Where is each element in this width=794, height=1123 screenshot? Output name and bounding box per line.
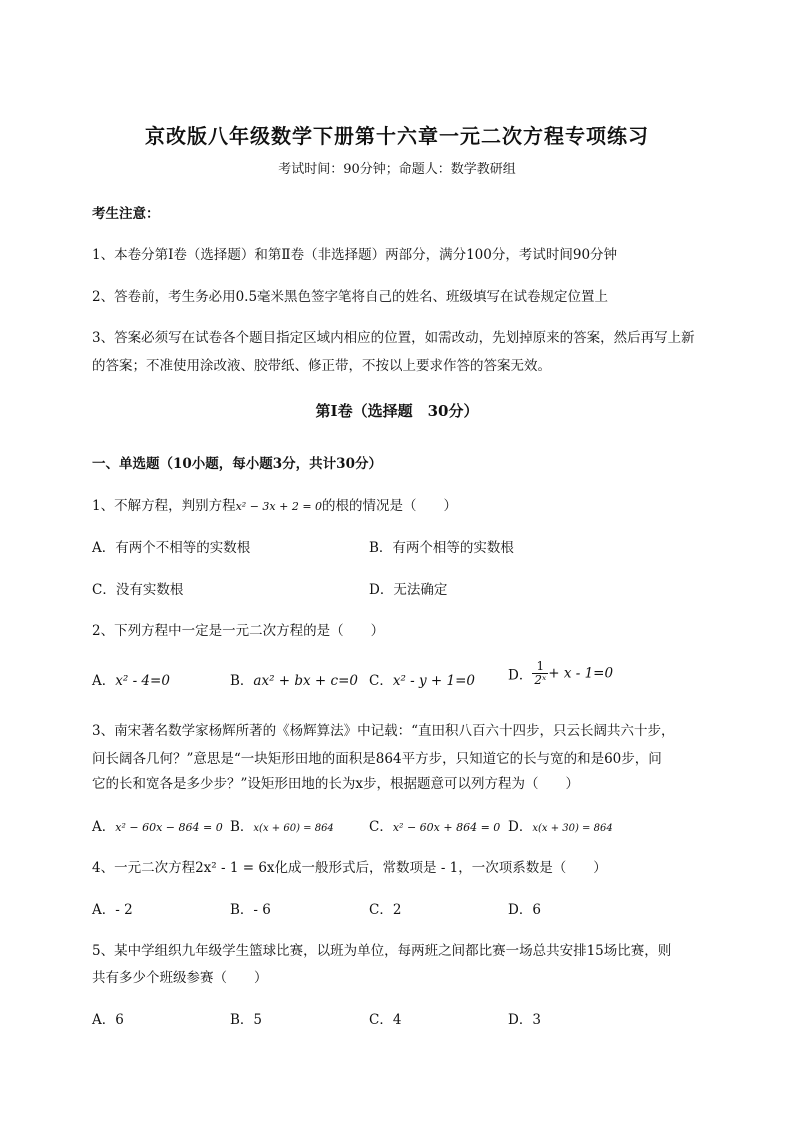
question-2: 2、下列方程中一定是一元二次方程的是（ ） [92, 623, 385, 639]
q3-option-a-label: A． [92, 819, 116, 835]
q1-option-b: B．有两个相等的实数根 [369, 540, 514, 556]
q2-option-b-label: B． [230, 673, 254, 689]
notice-heading: 考生注意： [92, 206, 160, 222]
part-heading: 一、单选题（10小题，每小题3分，共计30分） [92, 456, 382, 472]
question-4: 4、一元二次方程2x² - 1 = 6x化成一般形式后，常数项是 - 1，一次项系数是（ ） [92, 860, 607, 876]
q2-option-c-equation: x² - y + 1=0 [392, 673, 476, 689]
question-1-prefix: 1、不解方程，判别方程 [92, 498, 236, 514]
q5-option-b: B．5 [230, 1012, 263, 1028]
q4-option-d: D．6 [508, 902, 541, 918]
q4-option-b: B．- 6 [230, 902, 271, 918]
q1-option-a: A．有两个不相等的实数根 [92, 540, 251, 556]
q3-option-d-label: D． [508, 819, 533, 835]
q2-option-d [508, 660, 613, 687]
question-1 [92, 494, 457, 514]
q3-option-a [92, 815, 223, 835]
q3-option-d-equation: x(x + 30) = 864 [532, 823, 613, 834]
q3-option-b-label: B． [230, 819, 254, 835]
q2-option-d-rest: + x - 1=0 [548, 665, 614, 682]
q2-option-c-label: C． [369, 673, 393, 689]
q3-option-c-label: C． [369, 819, 393, 835]
notice-item-3: 3、答案必须写在试卷各个题目指定区域内相应的位置，如需改动，先划掉原来的答案，然后再写上新 [92, 330, 695, 346]
q5-option-d: D．3 [508, 1012, 541, 1028]
q2-option-b-equation: ax² + bx + c=0 [253, 673, 359, 689]
question-1-suffix: 的根的情况是（ ） [322, 498, 458, 514]
q4-option-a: A．- 2 [92, 902, 133, 918]
q2-option-a [92, 669, 170, 689]
q3-option-b-equation: x(x + 60) = 864 [253, 823, 334, 834]
q2-option-d-fraction [532, 660, 548, 687]
q5-option-a: A．6 [92, 1012, 124, 1028]
q1-option-c: C．没有实数根 [92, 582, 184, 598]
question-5-line-2: 共有多少个班级参赛（ ） [92, 970, 268, 986]
q2-option-c [369, 669, 475, 689]
question-3-line-3: 它的长和宽各是多少步？”设矩形田地的长为x步，根据题意可以列方程为（ ） [92, 776, 580, 792]
page-title: 京改版八年级数学下册第十六章一元二次方程专项练习 [145, 124, 649, 148]
q3-option-d [508, 815, 613, 835]
question-3-line-2: 问长阔各几何？”意思是“一块矩形田地的面积是864平方步，只知道它的长与宽的和是60步，问 [92, 751, 662, 767]
notice-item-2: 2、答卷前，考生务必用0.5毫米黑色签字笔将自己的姓名、班级填写在试卷规定位置上 [92, 289, 609, 305]
notice-item-1: 1、本卷分第I卷（选择题）和第Ⅱ卷（非选择题）两部分，满分100分，考试时间90分钟 [92, 247, 618, 263]
q2-option-b [230, 669, 358, 689]
q3-option-c [369, 815, 500, 835]
section-title: 第I卷（选择题 30分） [315, 402, 479, 420]
q2-option-a-label: A． [92, 673, 116, 689]
question-3-line-1: 3、南宋著名数学家杨辉所著的《杨辉算法》中记载：“直田积八百六十四步，只云长阔共六十步， [92, 723, 675, 739]
notice-item-3-cont: 的答案；不准使用涂改液、胶带纸、修正带，不按以上要求作答的答案无效。 [92, 358, 551, 374]
question-5-line-1: 5、某中学组织九年级学生篮球比赛，以班为单位，每两班之间都比赛一场总共安排15场比赛，则 [92, 943, 672, 959]
q4-option-c: C．2 [369, 902, 402, 918]
q2-option-a-equation: x² - 4=0 [115, 673, 170, 689]
q3-option-b [230, 815, 334, 835]
fraction-numerator: 1 [532, 660, 548, 674]
question-1-equation: x² − 3x + 2 = 0 [235, 500, 323, 513]
q3-option-c-equation: x² − 60x + 864 = 0 [392, 821, 501, 834]
fraction-denominator: 2ˣ [534, 673, 547, 687]
q1-option-d: D．无法确定 [369, 582, 448, 598]
q2-option-d-label: D． [508, 667, 533, 684]
page-subtitle: 考试时间：90分钟；命题人：数学教研组 [278, 162, 516, 177]
q5-option-c: C．4 [369, 1012, 402, 1028]
q3-option-a-equation: x² − 60x − 864 = 0 [115, 821, 223, 834]
